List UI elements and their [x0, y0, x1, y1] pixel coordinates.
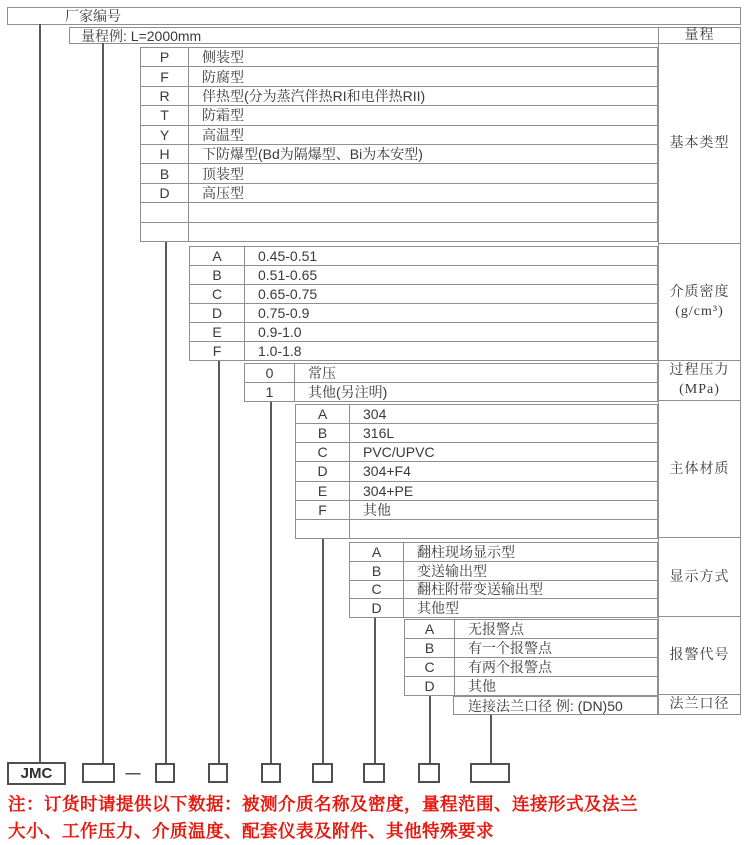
option-label: 304+PE	[363, 482, 414, 499]
option-label: 0.9-1.0	[258, 324, 302, 340]
connector-line	[490, 715, 492, 763]
code-box-material	[312, 763, 333, 783]
connector-line	[374, 618, 376, 763]
code-box-alarm	[418, 763, 440, 783]
option-label: 其他(另注明)	[308, 384, 388, 400]
option-code: A	[405, 620, 455, 638]
option-code: B	[190, 266, 245, 284]
option-code	[141, 223, 189, 241]
model-prefix-box: JMC	[7, 762, 66, 785]
option-row	[296, 461, 657, 480]
option-row	[141, 222, 657, 241]
option-row	[190, 303, 657, 322]
connector-line	[39, 24, 41, 762]
option-row	[405, 657, 657, 676]
option-code: B	[141, 164, 189, 182]
code-box-basic-type	[155, 763, 175, 783]
option-code	[296, 520, 350, 538]
option-label	[350, 520, 363, 538]
option-label: 侧装型	[202, 49, 244, 66]
option-row	[141, 202, 657, 221]
category-label-column	[658, 27, 741, 715]
category-label-density: 介质密度 (g/cm³)	[659, 244, 740, 361]
option-row	[405, 638, 657, 657]
option-code	[141, 203, 189, 221]
option-row	[296, 405, 657, 423]
flange-size-label: 连接法兰口径 例: (DN)50	[468, 697, 623, 714]
option-code: A	[190, 247, 245, 265]
option-row	[350, 561, 657, 580]
option-row	[190, 247, 657, 265]
option-label: 有两个报警点	[468, 659, 552, 675]
group-display-mode	[349, 542, 658, 618]
option-label: 翻柱现场显示型	[417, 543, 515, 560]
option-row	[141, 125, 657, 144]
option-label	[189, 203, 202, 221]
option-row	[190, 265, 657, 284]
option-code: C	[190, 285, 245, 303]
category-label-flange: 法兰口径	[669, 697, 730, 712]
option-row	[141, 48, 657, 66]
factory-number-row	[7, 7, 741, 25]
option-row	[141, 105, 657, 124]
option-row	[296, 423, 657, 442]
option-row	[296, 519, 657, 538]
order-note-line1: 注：订货时请提供以下数据：被测介质名称及密度，量程范围、连接形式及法兰	[8, 794, 638, 814]
range-example-row	[69, 27, 658, 44]
option-row	[141, 86, 657, 105]
option-label: PVC/UPVC	[363, 444, 435, 461]
option-code: Y	[141, 126, 189, 144]
code-box-range	[82, 763, 115, 783]
option-row	[141, 144, 657, 163]
option-label: 防霜型	[202, 107, 244, 124]
option-code: 1	[245, 383, 295, 401]
option-code: 0	[245, 364, 295, 382]
connector-line	[165, 242, 167, 763]
order-note-line2: 大小、工作压力、介质温度、配套仪表及附件、其他特殊要求	[8, 821, 494, 841]
code-box-flange	[470, 763, 510, 783]
option-label: 下防爆型(Bd为隔爆型、Bi为本安型)	[202, 146, 423, 163]
option-code: F	[296, 501, 350, 519]
option-code: F	[190, 342, 245, 360]
option-label: 0.51-0.65	[258, 267, 318, 283]
option-code: D	[296, 462, 350, 480]
category-label-display: 显示方式	[659, 538, 740, 617]
option-row	[245, 382, 657, 401]
option-label: 0.65-0.75	[258, 286, 318, 302]
option-label: 1.0-1.8	[258, 343, 302, 359]
category-label-range: 量程	[659, 28, 740, 44]
option-label: 有一个报警点	[468, 640, 552, 656]
order-note	[8, 791, 748, 845]
category-label-material: 主体材质	[659, 401, 740, 539]
option-code: F	[141, 67, 189, 85]
option-code: B	[296, 424, 350, 442]
option-code: T	[141, 106, 189, 124]
group-body-material	[295, 404, 658, 539]
option-row	[245, 364, 657, 382]
option-label: 高温型	[202, 126, 244, 143]
option-code: C	[350, 581, 404, 599]
option-label: 316L	[363, 425, 395, 442]
option-code: D	[350, 599, 404, 617]
option-row	[350, 543, 657, 561]
code-box-display	[363, 763, 385, 783]
code-box-density	[208, 763, 228, 783]
option-row	[296, 442, 657, 461]
factory-number-label: 厂家编号	[65, 8, 121, 24]
connector-line	[270, 402, 272, 763]
option-row	[350, 580, 657, 599]
option-label: 变送输出型	[417, 562, 487, 579]
option-code: C	[405, 658, 455, 676]
option-code: A	[296, 405, 350, 423]
option-label: 翻柱附带变送输出型	[417, 581, 543, 598]
option-label	[189, 223, 202, 241]
flange-size-row	[453, 696, 658, 715]
category-label-basic-type: 基本类型	[659, 44, 740, 244]
option-row	[190, 322, 657, 341]
option-code: D	[405, 677, 455, 695]
option-label: 其他	[363, 501, 391, 518]
option-row	[141, 163, 657, 182]
option-code: D	[190, 304, 245, 322]
option-label: 其他	[468, 678, 496, 694]
code-box-pressure	[261, 763, 281, 783]
option-row	[190, 341, 657, 360]
option-code: D	[141, 184, 189, 202]
model-separator: —	[125, 764, 141, 782]
range-example-label: 量程例: L=2000mm	[81, 27, 202, 44]
option-label: 304+F4	[363, 463, 411, 480]
option-row	[350, 598, 657, 617]
option-label: 防腐型	[202, 68, 244, 85]
option-label: 0.45-0.51	[258, 248, 318, 264]
option-label: 无报警点	[468, 621, 524, 637]
option-row	[141, 66, 657, 85]
option-label: 0.75-0.9	[258, 305, 310, 321]
option-row	[405, 676, 657, 695]
option-label: 其他型	[417, 600, 459, 617]
option-label: 顶装型	[202, 165, 244, 182]
option-label: 常压	[308, 365, 336, 381]
option-row	[141, 183, 657, 202]
connector-line	[102, 43, 104, 763]
option-code: E	[296, 482, 350, 500]
option-label: 304	[363, 406, 387, 423]
group-basic-type	[140, 47, 658, 242]
option-row	[405, 620, 657, 638]
category-label-alarm: 报警代号	[659, 617, 740, 695]
group-process-pressure	[244, 363, 658, 402]
option-row	[296, 500, 657, 519]
connector-line	[429, 696, 431, 763]
option-code: C	[296, 443, 350, 461]
option-label: 高压型	[202, 185, 244, 202]
option-label: 伴热型(分为蒸汽伴热RI和电伴热RII)	[202, 88, 426, 105]
option-code: P	[141, 48, 189, 66]
connector-line	[218, 361, 220, 763]
option-code: B	[405, 639, 455, 657]
connector-line	[322, 539, 324, 763]
category-label-pressure: 过程压力 (MPa)	[659, 361, 740, 401]
option-row	[296, 481, 657, 500]
option-code: E	[190, 323, 245, 341]
group-medium-density	[189, 246, 658, 361]
option-code: H	[141, 145, 189, 163]
option-code: R	[141, 87, 189, 105]
option-code: A	[350, 543, 404, 561]
option-code: B	[350, 562, 404, 580]
group-alarm-code	[404, 619, 658, 696]
option-row	[190, 284, 657, 303]
